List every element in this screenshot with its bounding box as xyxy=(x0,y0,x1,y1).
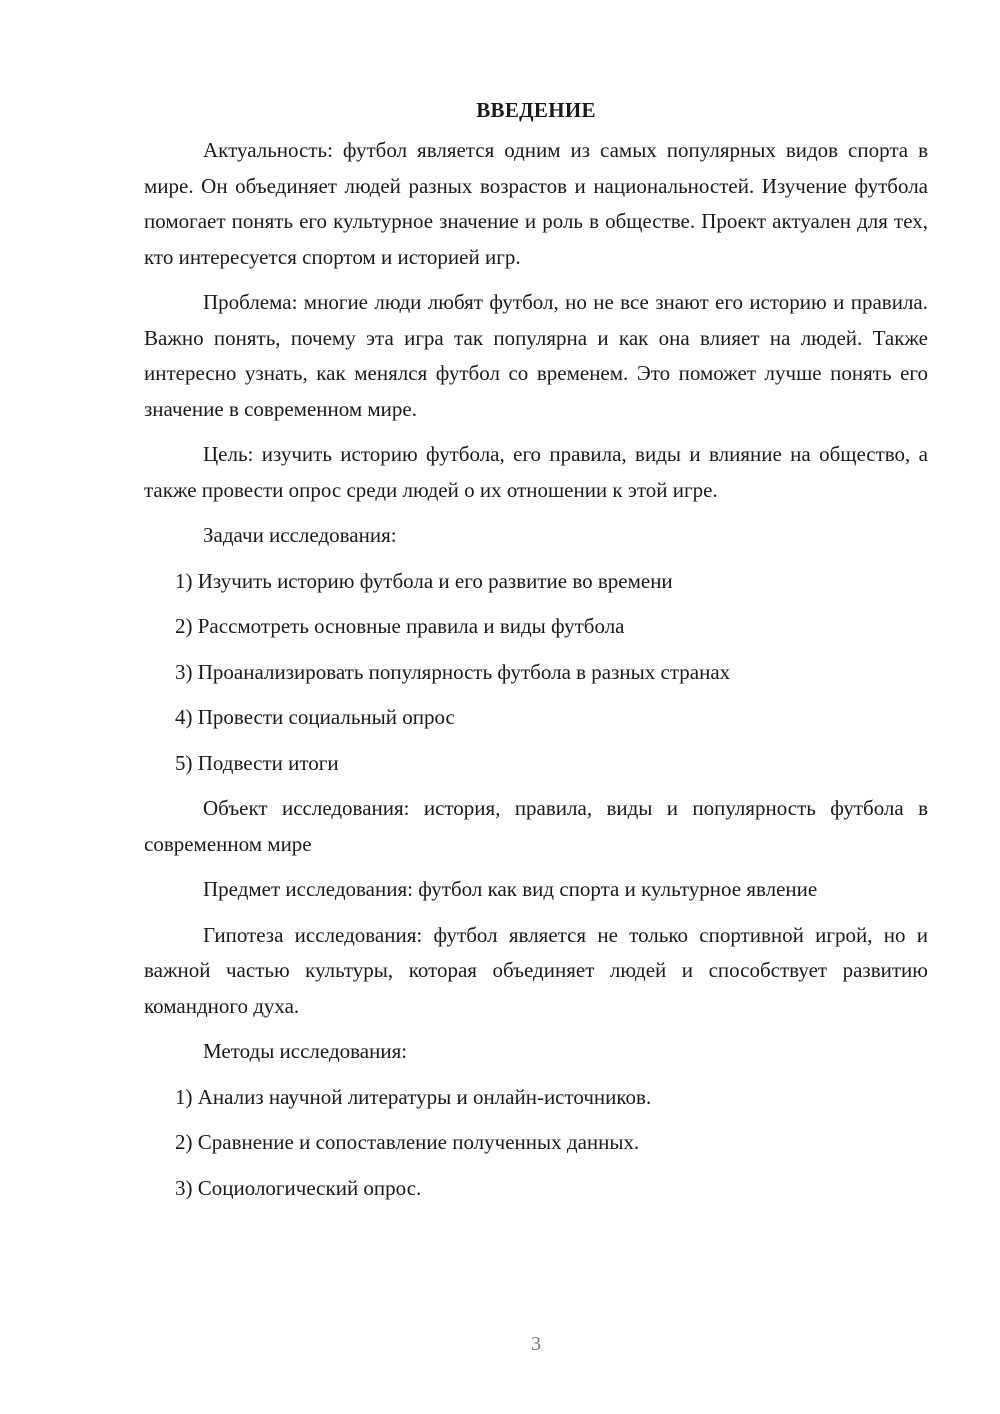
subject-paragraph: Предмет исследования: футбол как вид спорта и культурное явление xyxy=(203,877,818,901)
document-page xyxy=(144,96,928,1216)
methods-list xyxy=(144,1080,928,1207)
list-item: 5) Подвести итоги xyxy=(175,750,339,775)
list-item: 1) Анализ научной литературы и онлайн-источников. xyxy=(175,1084,652,1109)
list-item: 3) Социологический опрос. xyxy=(175,1175,422,1200)
methods-heading: Методы исследования: xyxy=(203,1039,408,1063)
tasks-heading: Задачи исследования: xyxy=(203,523,397,547)
goal-paragraph: Цель: изучить историю футбола, его правила, виды и влияние на общество, а также провести опрос среди людей о их отношении к этой игре. xyxy=(144,442,928,502)
list-item: 3) Проанализировать популярность футбола в разных странах xyxy=(175,659,731,684)
list-item: 2) Сравнение и сопоставление полученных данных. xyxy=(175,1130,640,1154)
list-item: 2) Рассмотреть основные правила и виды футбола xyxy=(175,614,625,638)
page-number: 3 xyxy=(531,1333,541,1355)
section-title: ВВЕДЕНИЕ xyxy=(476,98,596,122)
relevance-paragraph: Актуальность: футбол является одним из самых популярных видов спорта в мире. Он объединяет людей разных возрастов и национальностей. Изучение футбола помогает понять его культурное значение и роль в обществе. Проект актуален для тех, кто интересуется спортом и историей игр. xyxy=(144,138,928,269)
problem-paragraph: Проблема: многие люди любят футбол, но не все знают его историю и правила. Важно понять, почему эта игра так популярна и как она влияет на людей. Также интересно узнать, как менялся футбол со временем. Это поможет лучше понять его значение в современном мире. xyxy=(144,290,928,421)
object-paragraph: Объект исследования: история, правила, виды и популярность футбола в современном мире xyxy=(144,796,928,856)
tasks-list xyxy=(144,564,928,782)
hypothesis-paragraph: Гипотеза исследования: футбол является не только спортивной игрой, но и важной частью культуры, которая объединяет людей и способствует развитию командного духа. xyxy=(144,922,928,1018)
list-item: 1) Изучить историю футбола и его развитие во времени xyxy=(175,568,673,593)
list-item: 4) Провести социальный опрос xyxy=(175,705,455,729)
